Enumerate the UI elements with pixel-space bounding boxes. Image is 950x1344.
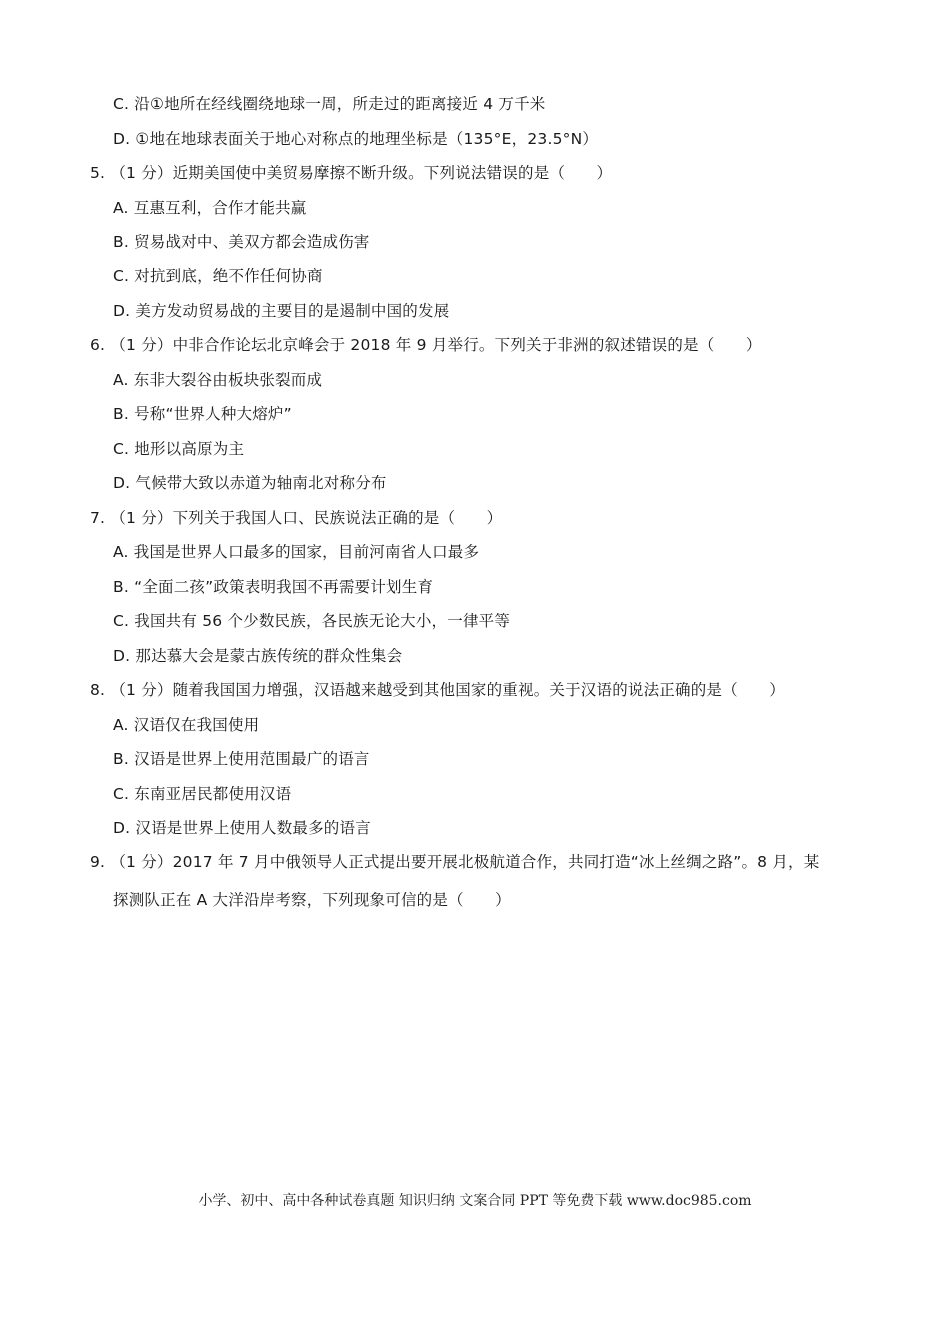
q8-option-d: D. 汉语是世界上使用人数最多的语言	[113, 819, 371, 837]
q6-option-d: D. 气候带大致以赤道为轴南北对称分布	[113, 474, 387, 492]
q4-option-c: C. 沿①地所在经线圈绕地球一周，所走过的距离接近 4 万千米	[113, 95, 546, 113]
q5-option-d: D. 美方发动贸易战的主要目的是遏制中国的发展	[113, 302, 450, 320]
q6-option-c: C. 地形以高原为主	[113, 440, 245, 458]
question-9-continuation: 探测队正在 A 大洋沿岸考察，下列现象可信的是（ ）	[113, 891, 511, 909]
page-footer: 小学、初中、高中各种试卷真题 知识归纳 文案合同 PPT 等免费下载 www.doc985.com	[198, 1193, 752, 1209]
q7-option-b: B. “全面二孩”政策表明我国不再需要计划生育	[113, 578, 434, 596]
q5-option-a: A. 互惠互利，合作才能共赢	[113, 199, 307, 217]
question-6: 6. （1 分）中非合作论坛北京峰会于 2018 年 9 月举行。下列关于非洲的叙述错误的是（ ）	[90, 336, 762, 354]
question-5: 5. （1 分）近期美国使中美贸易摩擦不断升级。下列说法错误的是（ ）	[90, 164, 613, 182]
q6-option-b: B. 号称“世界人种大熔炉”	[113, 405, 292, 423]
q5-option-b: B. 贸易战对中、美双方都会造成伤害	[113, 233, 370, 251]
q8-option-c: C. 东南亚居民都使用汉语	[113, 785, 292, 803]
q7-option-a: A. 我国是世界人口最多的国家，目前河南省人口最多	[113, 543, 480, 561]
question-9: 9. （1 分）2017 年 7 月中俄领导人正式提出要开展北极航道合作，共同打造“冰上丝绸之路”。8 月，某	[90, 853, 820, 871]
q7-option-d: D. 那达慕大会是蒙古族传统的群众性集会	[113, 647, 403, 665]
q8-option-b: B. 汉语是世界上使用范围最广的语言	[113, 750, 370, 768]
q6-option-a: A. 东非大裂谷由板块张裂而成	[113, 371, 323, 389]
q4-option-d: D. ①地在地球表面关于地心对称点的地理坐标是（135°E，23.5°N）	[113, 130, 599, 148]
question-7: 7. （1 分）下列关于我国人口、民族说法正确的是（ ）	[90, 509, 503, 527]
q5-option-c: C. 对抗到底，绝不作任何协商	[113, 267, 323, 285]
q7-option-c: C. 我国共有 56 个少数民族，各民族无论大小，一律平等	[113, 612, 511, 630]
question-8: 8. （1 分）随着我国国力增强，汉语越来越受到其他国家的重视。关于汉语的说法正确的是（ ）	[90, 681, 785, 699]
q8-option-a: A. 汉语仅在我国使用	[113, 716, 260, 734]
